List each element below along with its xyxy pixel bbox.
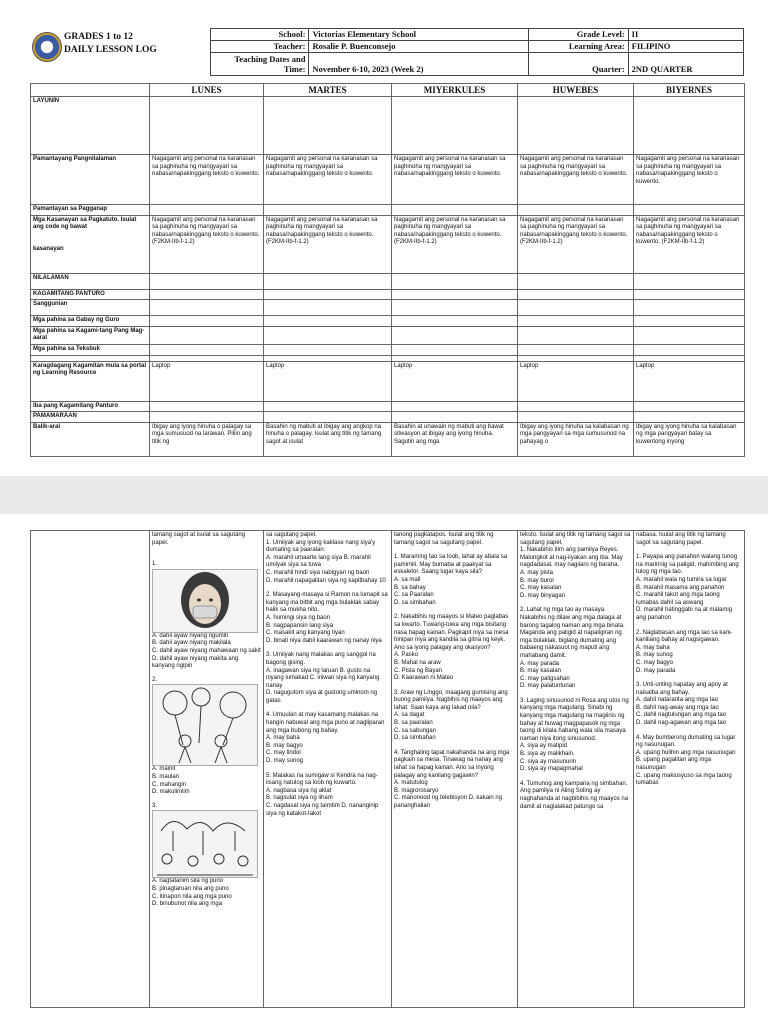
cell <box>392 401 518 412</box>
cell-text: Nagagamit ang personal na karanasan sa paghinuha ng mangyayari sa nabasa/napakinggang teksto o kuwento. (F2KM-IIb-f-1.2) <box>518 215 634 273</box>
cell <box>150 344 264 355</box>
text-line: B. upang pagalitan ang mga nasunugan <box>636 757 712 772</box>
col-martes <box>264 531 392 1008</box>
teacher-value: Rosalie P. Buenconsejo <box>309 41 528 53</box>
text-line: 1. Maraming tao sa loob, lahat ay abala sa pamimili. May bumaba at paakyat sa eskaletor. Saang lugar kaya sila? <box>394 554 508 576</box>
text-line: C. nagdasal siya ng taimtim D. nananginip siya ng katakot-takot <box>266 803 379 817</box>
text-line: tanong pagkatapos. Isulat ang titik ng tamang sagot sa sagutang papel. <box>394 532 494 546</box>
cell <box>634 344 745 355</box>
row-label: Pamantayang Pangnilalaman <box>31 155 150 205</box>
spacer-line <box>636 675 742 682</box>
cell <box>518 412 634 423</box>
text-line: 4. Umuulan at may kasamang malakas na hangin nabuwal ang mga puno at nagliparan ang mga bubong ng bahay. <box>266 712 385 734</box>
children-kites-image <box>152 684 258 766</box>
cell <box>264 273 392 289</box>
text-line: D. Kaarawan ni Mateo <box>394 675 454 682</box>
header-title-line2: DAILY LESSON LOG <box>64 45 157 55</box>
text-line: nabasa. Isulat ang titik ng tamang sagot sa sagutang papel. <box>636 532 726 546</box>
cell <box>392 97 518 155</box>
q1-number: 1. <box>152 561 158 568</box>
cell-text: Nagagamit ang personal na karanasan sa paghinuha ng mangyayari sa nabasa/napakinggang teksto o kuwento. (F2KM-IIb-f-1.2) <box>392 215 518 273</box>
row-gabay <box>31 316 745 327</box>
cell <box>518 273 634 289</box>
cell-text: Nagagamit ang personal na karanasan sa paghinuha ng mangyayari sa nabasa/napakinggang teksto o kuwento. (F2KM-IIb-f-1.2) <box>264 215 392 273</box>
text-line: A. may baha <box>266 735 300 742</box>
cell-laptop: Laptop <box>150 361 264 401</box>
teacher-label: Teacher: <box>211 41 309 53</box>
q1-choice: B. dahil ayaw niyang makilala <box>152 640 231 647</box>
day-header-lunes: LUNES <box>150 84 264 97</box>
text-line: C. sa sabungan <box>394 727 437 734</box>
text-line: A. marahil umaarte lang siya B. marahil umiiyak siya sa tuwa <box>266 554 371 569</box>
cell <box>634 401 745 412</box>
q2-choice: B. maulan <box>152 773 180 780</box>
text-line: D. may binyagan <box>520 592 566 599</box>
text-line: A. nagbasa siya ng aklat <box>266 787 332 794</box>
text-line: 3. Unti-unting napatay ang apoy at naisalba ang bahay. <box>636 682 728 696</box>
cell-text: Nagagamit ang personal na karanasan sa paghinuha ng mangyayari sa nabasa/napakinggang teksto o kuwento. <box>264 155 392 205</box>
cell <box>634 205 745 216</box>
cell <box>150 412 264 423</box>
cell-text: Nagagamit ang personal na karanasan sa paghinuha ng mangyayari sa nabasa/napakinggang teksto o kuwento. (F2KM-IIb-f-1.2) <box>150 215 264 273</box>
text-line: D. dahil nag-agawan ang mga tao <box>636 720 727 727</box>
text-line: 2. Nakabihis ng maayos si Mateo paglabas sa kwarto. Tuwang-tuwa ang mga bisitang nasa hapag kainan. Pagkapit niya sa mesa hinipan niya ang kandila sa gitna ng keyk. Ano sa iyong palagay ang okasyon? <box>394 614 509 651</box>
cell-laptop: Laptop <box>392 361 518 401</box>
col-biyernes <box>634 531 745 1008</box>
text-line: A. marahil wala ng tumira sa lugar <box>636 576 727 583</box>
col-miyerkules <box>392 531 518 1008</box>
text-line: D. nagugutom siya at gustong uminom ng gatas <box>266 690 378 704</box>
cell <box>150 300 264 316</box>
text-line: 1. Nakabihis itim ang pamilya Reyes. Malungkot at nag-iiyakan ang iba. May nagdadasal, may nagiiaro ng baraha. <box>520 547 623 569</box>
row-nilalaman <box>31 273 745 289</box>
spacer-line <box>520 774 631 781</box>
kasanayan-label2: kasanayan <box>33 245 64 252</box>
q3-choice: A. nagtatanim sila ng puno <box>152 878 224 885</box>
dates-label-line2: Time: <box>283 64 306 74</box>
text-line: 3. Laging sinusunod ni Rosa ang utos ng kanyang mga magulang. Sinabi ng kanyang mga magulang na magiinis ng bahay at huwag magpapasok ng mga taong di kilala habang wala sila masaya naman niya itong sinusunod. <box>520 697 629 742</box>
balik-martes: Basahin ng mabuti at ibigay ang angkop na hinuha o palagay. Isulat ang titik ng tamang sagot at isulat <box>264 422 392 456</box>
balik-miyerkules: Basahin at unawain ng mabuti ang bawat sitwasyon at ibigay ang iyong hinuha. Sagutin ang mga <box>392 422 518 456</box>
row-layunin <box>31 97 745 155</box>
spacer-line <box>394 547 515 554</box>
cell-text: Nagagamit ang personal na karanasan sa paghinuha ng mangyayari sa nabasa/napakinggang teksto o kuwento. <box>150 155 264 205</box>
text-line: C. upang makiusyuso sa mga taong lumabas <box>636 772 732 787</box>
cell <box>392 316 518 327</box>
text-line: A. sa mall <box>394 576 421 583</box>
spacer-line <box>520 691 631 698</box>
row-label: LAYUNIN <box>31 97 150 155</box>
area-label: Learning Area: <box>528 41 628 53</box>
text-line: B. Mahal na araw <box>394 659 441 666</box>
spacer-line <box>394 683 515 690</box>
cell <box>634 97 745 155</box>
empty-label-cell <box>31 531 150 1008</box>
text-line: 4. May bumberong dumating sa lugar ng nasunugan. <box>636 734 736 749</box>
text-line: C. may kasalan <box>520 585 562 592</box>
dates-value: November 6-10, 2023 (Week 2) <box>309 53 528 76</box>
text-line: C. marahil hindi siya nabigyan ng baon <box>266 569 370 576</box>
row-label: Iba pang Kagamitang Panturo <box>31 401 150 412</box>
header-info-table <box>210 28 744 76</box>
row-pangnilalaman <box>31 155 745 205</box>
text-line: A. may parada <box>520 660 560 667</box>
row-kasanayan <box>31 215 745 273</box>
text-line: B. may kasalan <box>520 668 562 675</box>
cell-laptop: Laptop <box>518 361 634 401</box>
cell <box>392 300 518 316</box>
continuation-row <box>31 531 745 1008</box>
cell <box>264 326 392 344</box>
row-label: Balik-aral <box>31 422 150 456</box>
row-label: Sanggunian <box>31 300 150 316</box>
kasanayan-label: Mga Kasanayan sa Pagkatuto. Isulat ang code ng bawat <box>33 216 137 231</box>
cell <box>634 289 745 300</box>
text-line: B. nagsulat siya ng liham <box>266 795 333 802</box>
q3-choice: C. itinapon nila ang mga puno <box>152 893 232 900</box>
school-label: School: <box>211 29 309 41</box>
cell-laptop: Laptop <box>264 361 392 401</box>
row-pagganap <box>31 205 745 216</box>
day-header-miyerkules: MIYERKULES <box>392 84 518 97</box>
text-line: 5. Malakas na sumigaw si Kendra na nag-iisang natulog sa loob ng kuwarto. <box>266 772 378 787</box>
text-line: C. dahil nagtulungan ang mga tao <box>636 712 727 719</box>
row-pamamaraan <box>31 412 745 423</box>
text-line: A. may pista <box>520 569 554 576</box>
text-line: A. upang hulihin ang mga nasunugan <box>636 749 736 756</box>
text-line: B. magrorosaryo <box>394 787 439 794</box>
text-line: 1. Umiiyak ang iyong kaklase nang siya'y dumating sa paaralan. <box>266 539 376 554</box>
row-label: NILALAMAN <box>31 273 150 289</box>
text-line: A. siya ay matipid <box>520 743 568 750</box>
spacer-line <box>520 600 631 607</box>
text-line: D. sa simbahan <box>394 599 436 606</box>
dates-label <box>211 53 309 76</box>
spacer-line <box>394 743 515 750</box>
q2-choice: D. makulimlim <box>152 789 190 796</box>
text-line: C. sa Paaralan <box>394 592 434 599</box>
row-kagamitang <box>31 326 745 344</box>
cell <box>150 401 264 412</box>
cell-laptop: Laptop <box>634 361 745 401</box>
text-line: B. sa paaralan <box>394 720 433 727</box>
cell <box>150 97 264 155</box>
q1-choice: C. dahil ayaw niyang mahawaan ng sakit <box>152 647 261 654</box>
text-line: D. marahil hatinggabi na at malamig ang panahon <box>636 607 733 621</box>
text-line: B. may sunog <box>636 652 673 659</box>
row-label: KAGAMITANG PANTURO <box>31 289 150 300</box>
lunes-intro: tamang sagot at isulat sa sagutang papel. <box>152 532 246 546</box>
cell <box>634 316 745 327</box>
cell <box>150 205 264 216</box>
header-block <box>30 28 744 76</box>
dates-label-line1: Teaching Dates and <box>234 54 306 64</box>
row-label: Mga pahina sa Teksbuk <box>31 344 150 355</box>
cell <box>150 289 264 300</box>
balik-biyernes: Ibigay ang iyong hinuha sa kalabasan ng mga pangyayari batay sa kuwentong inyong <box>634 422 745 456</box>
text-line: D. may parada <box>636 667 676 674</box>
row-teksbuk <box>31 344 745 355</box>
row-label: PAMAMARAAN <box>31 412 150 423</box>
row-label: Mga pahina sa Kagami-tang Pang Mag-aaral <box>31 326 150 344</box>
text-line: C. manonood ng telebisyon D. kakain ng pananghalian <box>394 795 503 809</box>
text-line: A. dahil nataranta ang mga tao <box>636 697 719 704</box>
row-balik-aral <box>31 422 745 456</box>
text-line: A. matutulog <box>394 780 428 787</box>
deped-seal-icon <box>32 32 62 62</box>
cell <box>150 316 264 327</box>
lesson-grid-page1 <box>30 83 745 457</box>
text-line: 3. Umiiyak nang malakas ang sanggol na bagong gising. <box>266 652 376 666</box>
spacer-line <box>266 585 389 592</box>
q1-choice: A. dahil ayaw niyang ngumiti <box>152 632 229 639</box>
text-line: A. inagawan siya ng laruan B. gusto na niyang lumakad C. iniwan siya ng kanyang nanay <box>266 667 380 689</box>
spacer-line <box>266 645 389 652</box>
spacer-line <box>636 547 742 554</box>
row-iba <box>31 401 745 412</box>
cell <box>264 344 392 355</box>
text-line: C. marahil takot ang mga taong lumabas dahil sa aswang <box>636 592 720 606</box>
text-line: A. humingi siya ng baon <box>266 614 331 621</box>
col-lunes <box>150 531 264 1008</box>
cell <box>518 97 634 155</box>
text-line: 2. Masayang-masaya si Ramon na lumapit sa kanyang ina bitbit ang mga bulaklak sabay halik sa mukha nito. <box>266 592 388 614</box>
text-line: B. sa bahay <box>394 584 426 591</box>
row-label <box>31 215 150 273</box>
cell <box>264 412 392 423</box>
q2-choice: A. mainit <box>152 766 176 773</box>
planting-trees-image <box>152 810 258 878</box>
cell <box>264 401 392 412</box>
row-label: Karagdagang Kagamitan mula sa portal ng Learning Resource <box>31 361 150 401</box>
row-label: Mga pahina sa Gabay ng Guro <box>31 316 150 327</box>
text-line: C. may bagyo <box>636 659 674 666</box>
cell <box>634 412 745 423</box>
corner-cell <box>31 84 150 97</box>
text-line: C. masakit ang kanyang tiyan <box>266 630 345 637</box>
cell <box>518 326 634 344</box>
text-line: 3. Araw ng Linggo, maagang gumising ang buong pamilya. Nagbihis ng maayos ang lahat. Saan kaya ang lakad nila? <box>394 689 508 711</box>
cell <box>392 273 518 289</box>
cell <box>518 289 634 300</box>
cell <box>392 344 518 355</box>
cell <box>634 326 745 344</box>
spacer-line <box>636 728 742 735</box>
text-line: 4. Tanghaling tapat nakahanda na ang mga pagkain sa mesa. Tinawag na nanay ang lahat sa hapag kainan. Ano sa inyong palagay ang kanilang gagawin? <box>394 749 510 779</box>
spacer-line <box>394 607 515 614</box>
girl-with-mask-image <box>152 569 258 633</box>
school-value: Victorias Elementary School <box>309 29 528 41</box>
cell <box>518 316 634 327</box>
cell <box>634 273 745 289</box>
text-line: A. may baha <box>636 644 670 651</box>
text-line: D. may sunog <box>266 758 304 765</box>
cell <box>264 300 392 316</box>
cell <box>392 205 518 216</box>
cell <box>518 205 634 216</box>
text-line: 1. Payapa ang panahon walang tunog na maririnig sa paligid, mahimbing ang tulog ng mga tao. <box>636 554 739 576</box>
day-header-biyernes: BIYERNES <box>634 84 745 97</box>
row-label: Pamantayan sa Pagganap <box>31 205 150 216</box>
q3-choice: B. pinagtaruan nila ang puno <box>152 885 229 892</box>
spacer-line <box>266 705 389 712</box>
text-line: D. binati niya dahil kaarawan ng nanay niya <box>266 637 382 644</box>
q1-choice: D. dahil ayaw niyang makita ang kanyang ngipin <box>152 655 239 670</box>
q3-choice: D. binubunot nila ang mga <box>152 901 223 908</box>
area-value: FILIPINO <box>628 41 743 53</box>
text-line: C. Pista ng Bayan <box>394 667 443 674</box>
cell <box>264 97 392 155</box>
text-line: B. may burol <box>520 577 554 584</box>
text-line: B. may bagyo <box>266 742 303 749</box>
page-one <box>0 0 768 476</box>
text-line: teksto. Isulat ang titik ng tamang sagot sa sagutang papel. <box>520 532 631 546</box>
row-sanggunian <box>31 300 745 316</box>
text-line: B. siya ay malikhain. <box>520 751 575 758</box>
spacer-line <box>266 766 389 773</box>
cell <box>392 326 518 344</box>
q2-number: 2. <box>152 676 158 683</box>
cell <box>518 344 634 355</box>
day-header-martes: MARTES <box>264 84 392 97</box>
text-line: D. siya ay mapagmahal <box>520 766 583 773</box>
text-line: C. may paligsahan <box>520 675 570 682</box>
balik-lunes: Ibigay ang iyong hinuha o palagay sa mga sumusuod na larawan. Piliin ang titik ng <box>150 422 264 456</box>
col-huwebes <box>518 531 634 1008</box>
spacer-line <box>636 623 742 630</box>
text-line: B. marahil masama ang panahon <box>636 584 725 591</box>
text-line: 2. Lahat ng mga tao ay masaya. Nakabihis ng dilaw ang mga dalaga at barong tagalog naman ang mga binata. Maganda ang paligid at napaligiran ng mga bulaklak, biglang dumating ang babaeng nakasuot ng maputi ang mahabang damit. <box>520 607 625 659</box>
text-line: 4. Tumunog ang kampana ng simbahan. Ang pamilya ni Aling Soling ay naghahanda at nagbibihis ng maayos na damit at naglalakad patungo sa <box>520 780 629 810</box>
cell <box>150 273 264 289</box>
q3-number: 3. <box>152 802 158 809</box>
cell <box>264 205 392 216</box>
cell <box>150 326 264 344</box>
header-title-line1: GRADES 1 to 12 <box>64 32 133 42</box>
quarter-value: 2ND QUARTER <box>628 53 743 76</box>
quarter-label: Quarter: <box>528 53 628 76</box>
text-line: D. may palatuntunan <box>520 683 576 690</box>
cell <box>518 401 634 412</box>
text-line: D. marahil napagalitan siya ng kapitbahay 10 <box>266 577 386 584</box>
day-header-row <box>31 84 745 97</box>
cell-text: Nagagamit ang personal na karanasan sa paghinuha ng mangyayari sa nabasa/napakinggang teksto o kuwento. <box>392 155 518 205</box>
day-header-huwebes: HUWEBES <box>518 84 634 97</box>
row-kagamitan <box>31 289 745 300</box>
text-line: 2. Naglabasan ang mga tao sa kani-kaniliang bahay at nagsigawan. <box>636 629 733 644</box>
text-line: A. sa dagat <box>394 712 425 719</box>
text-line: C. siya ay masunurin <box>520 758 577 765</box>
cell-text: Nagagamit ang personal na karanasan sa paghinuha ng mangyayari sa nabasa/napakinggang teksto o kuwento. <box>518 155 634 205</box>
text-line: D. sa simbahan <box>394 735 436 742</box>
text-line: B. dahil nag-away ang mga tao <box>636 704 719 711</box>
balik-huwebes: Ibigay ang iyong hinuha sa kalabasan ng mga pangyayari sa mga sumusunod na pahayag o <box>518 422 634 456</box>
text-line: C. may lindol <box>266 750 301 757</box>
text-line: sa sagutang papel. <box>266 532 317 538</box>
cell <box>264 316 392 327</box>
text-line: A. Pasko <box>394 652 419 659</box>
text-line: B. nagpapansin lang siya <box>266 622 334 629</box>
cell <box>392 412 518 423</box>
grade-value: II <box>628 29 743 41</box>
grade-label: Grade Level: <box>528 29 628 41</box>
q2-choice: C. mahangin <box>152 781 187 788</box>
cell <box>392 289 518 300</box>
cell-text: Nagagamit ang personal na karanasan sa paghinuha ng mangyayari sa nabasa/napakinggang teksto o kuwento. (F2KM-IIb-f-1.2) <box>634 215 745 273</box>
lesson-grid-page2 <box>30 530 745 1008</box>
cell <box>634 300 745 316</box>
cell-text: Nagagamit ang personal na karanasan sa paghinuha ng mangyayari sa nabasa/napakinggang teksto o kuwento. <box>634 155 745 205</box>
row-karagdagang <box>31 361 745 401</box>
cell <box>518 300 634 316</box>
cell <box>264 289 392 300</box>
